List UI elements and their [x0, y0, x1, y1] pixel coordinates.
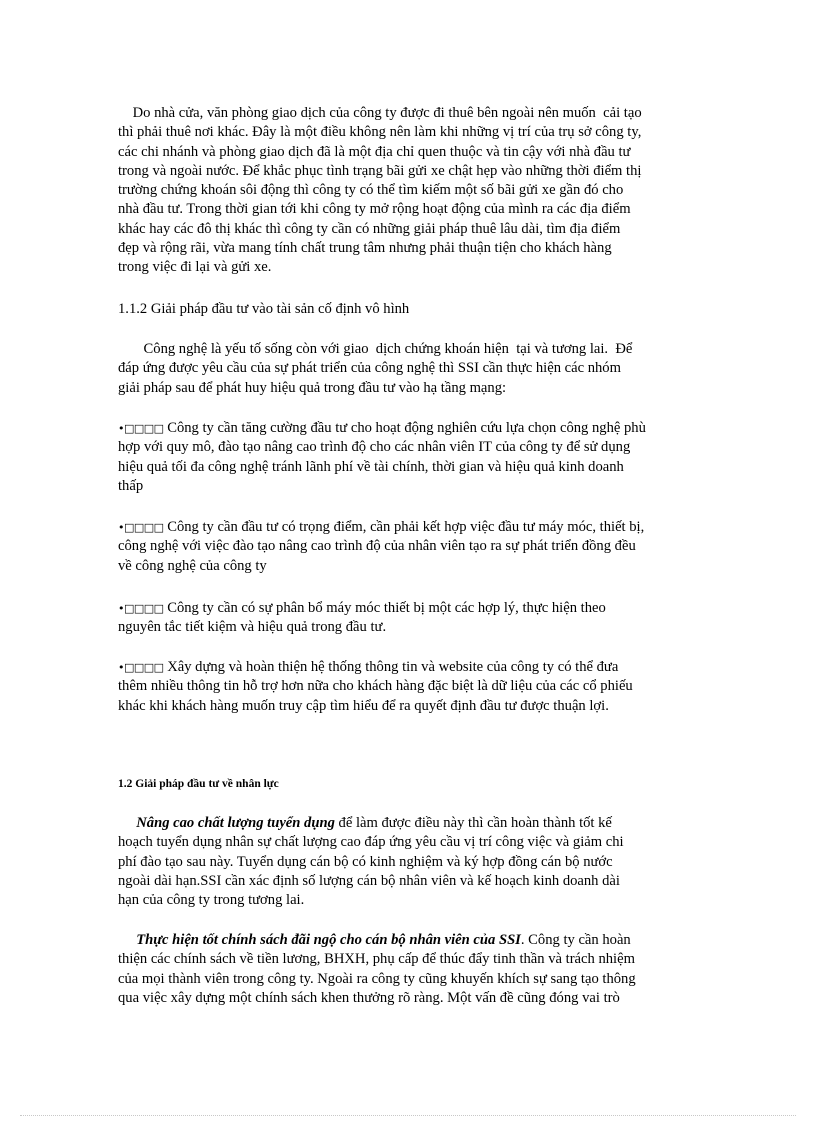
text-line: hợp với quy mô, đào tạo nâng cao trình độ cho các nhân viên IT của công ty để sử dụng: [118, 439, 631, 456]
bullet-text: Xây dựng và hoàn thiện hệ thống thông tin và website của công ty có thể đưa: [163, 659, 619, 675]
text-line: thiện các chính sách về tiền lương, BHXH, phụ cấp để thúc đẩy tinh thần và trách nhiệm: [118, 951, 635, 968]
text-line: của mọi thành viên trong công ty. Ngoài ra công ty cũng khuyến khích sự sang tạo thông: [118, 970, 636, 987]
bullet-icon: •□□□□: [118, 521, 164, 534]
bullet-first-line: [118, 518, 708, 537]
text-line: Công nghệ là yếu tố sống còn với giao dịch chứng khoán hiện tại và tương lai. Để: [118, 341, 633, 357]
bullet-first-line: [118, 419, 708, 438]
section-heading-1-2: [118, 775, 708, 794]
first-line: [118, 814, 708, 833]
bullet-icon: •□□□□: [118, 602, 164, 615]
text-run: . Công ty cần hoàn: [520, 932, 631, 948]
bullet-first-line: [118, 658, 708, 677]
text-line: trong việc đi lại và gửi xe.: [118, 259, 272, 276]
text-line: hiệu quả tối đa công nghệ tránh lãnh phí về tài chính, thời gian và hiệu quả kinh doanh: [118, 458, 624, 475]
heading-text: 1.1.2 Giải pháp đầu tư vào tài sản cố định vô hình: [118, 301, 410, 317]
section-heading-1-1-2: [118, 300, 708, 319]
text-line: qua việc xây dựng một chính sách khen thưởng rõ ràng. Một vấn đề cũng đóng vai trò: [118, 989, 620, 1006]
bullet-item-3: [118, 599, 708, 638]
text-line: hoạch tuyển dụng nhân sự chất lượng cao đáp ứng yêu cầu vị trí công việc và giảm chi: [118, 834, 624, 851]
text-line: thì phải thuê nơi khác. Đây là một điều không nên làm khi những vị trí của trụ sở công ty,: [118, 124, 642, 141]
text-run: để làm được điều này thì cần hoàn thành tốt kế: [334, 815, 612, 831]
text-line: hạn của công ty trong tương lai.: [118, 892, 305, 909]
bullet-icon: •□□□□: [118, 661, 164, 674]
emphasis-text: Nâng cao chất lượng tuyển dụng: [136, 815, 335, 831]
text-line: phí đào tạo sau này. Tuyển dụng cán bộ có kinh nghiệm và ký hợp đồng cán bộ nước: [118, 853, 613, 870]
text-line: khác khi khách hàng muốn truy cập tìm hiểu để ra quyết định đầu tư được thuận lợi.: [118, 697, 609, 714]
text-line: công nghệ với việc đào tạo nâng cao trình độ của nhân viên tạo ra sự phát triển đồng đều: [118, 538, 636, 555]
text-line: Do nhà cửa, văn phòng giao dịch của công ty được đi thuê bên ngoài nên muốn cải tạo: [118, 105, 642, 121]
text-line: giải pháp sau để phát huy hiệu quả trong đầu tư vào hạ tầng mạng:: [118, 379, 507, 396]
bullet-first-line: [118, 599, 708, 618]
text-line: các chi nhánh và phòng giao dịch đã là một địa chỉ quen thuộc và tin cậy với nhà đầu tư: [118, 143, 631, 160]
bullet-item-4: [118, 658, 708, 716]
paragraph-compensation: [118, 931, 708, 1008]
paragraph-recruitment: [118, 814, 708, 910]
heading-text: 1.2 Giải pháp đầu tư về nhân lực: [118, 778, 279, 790]
text-line: trong và ngoài nước. Để khắc phục tình trạng bãi gửi xe chật hẹp vào những thời điểm thị: [118, 162, 642, 179]
text-line: trường chứng khoán sôi động thì công ty có thể tìm kiếm một số bãi gửi xe gần đó cho: [118, 182, 624, 199]
bullet-icon: •□□□□: [118, 422, 164, 435]
first-line: [118, 931, 708, 950]
bullet-item-2: [118, 518, 708, 576]
bullet-text: Công ty cần đầu tư có trọng điểm, cần phải kết hợp việc đầu tư máy móc, thiết bị,: [163, 519, 645, 535]
text-line: thấp: [118, 477, 144, 494]
paragraph-technology: [118, 340, 708, 398]
paragraph-office-rental: [118, 104, 708, 278]
emphasis-text: Thực hiện tốt chính sách đãi ngộ cho cán bộ nhân viên của SSI: [136, 932, 521, 948]
bullet-item-1: [118, 419, 708, 496]
text-line: khác hay các đô thị khác thì công ty cần có những giải pháp thuê lâu dài, tìm địa điểm: [118, 220, 621, 237]
text-line: về công nghệ của công ty: [118, 557, 267, 574]
page-bottom-divider: [20, 1115, 796, 1116]
bullet-text: Công ty cần có sự phân bổ máy móc thiết bị một các hợp lý, thực hiện theo: [163, 600, 606, 616]
text-line: ngoài dài hạn.SSI cần xác định số lượng cán bộ nhân viên và kế hoạch kinh doanh dài: [118, 872, 620, 889]
text-line: thêm nhiều thông tin hỗ trợ hơn nữa cho khách hàng đặc biệt là dữ liệu của các cổ phiếu: [118, 678, 633, 695]
text-line: đáp ứng được yêu cầu của sự phát triển của công nghệ thì SSI cần thực hiện các nhóm: [118, 360, 621, 377]
text-line: đẹp và rộng rãi, vừa mang tính chất trung tâm nhưng phải thuận tiện cho khách hàng: [118, 240, 612, 257]
text-line: nhà đầu tư. Trong thời gian tới khi công ty mở rộng hoạt động của mình ra các địa điểm: [118, 201, 631, 218]
bullet-text: Công ty cần tăng cường đầu tư cho hoạt động nghiên cứu lựa chọn công nghệ phù: [163, 420, 646, 436]
text-line: nguyên tắc tiết kiệm và hiệu quả trong đầu tư.: [118, 619, 387, 636]
